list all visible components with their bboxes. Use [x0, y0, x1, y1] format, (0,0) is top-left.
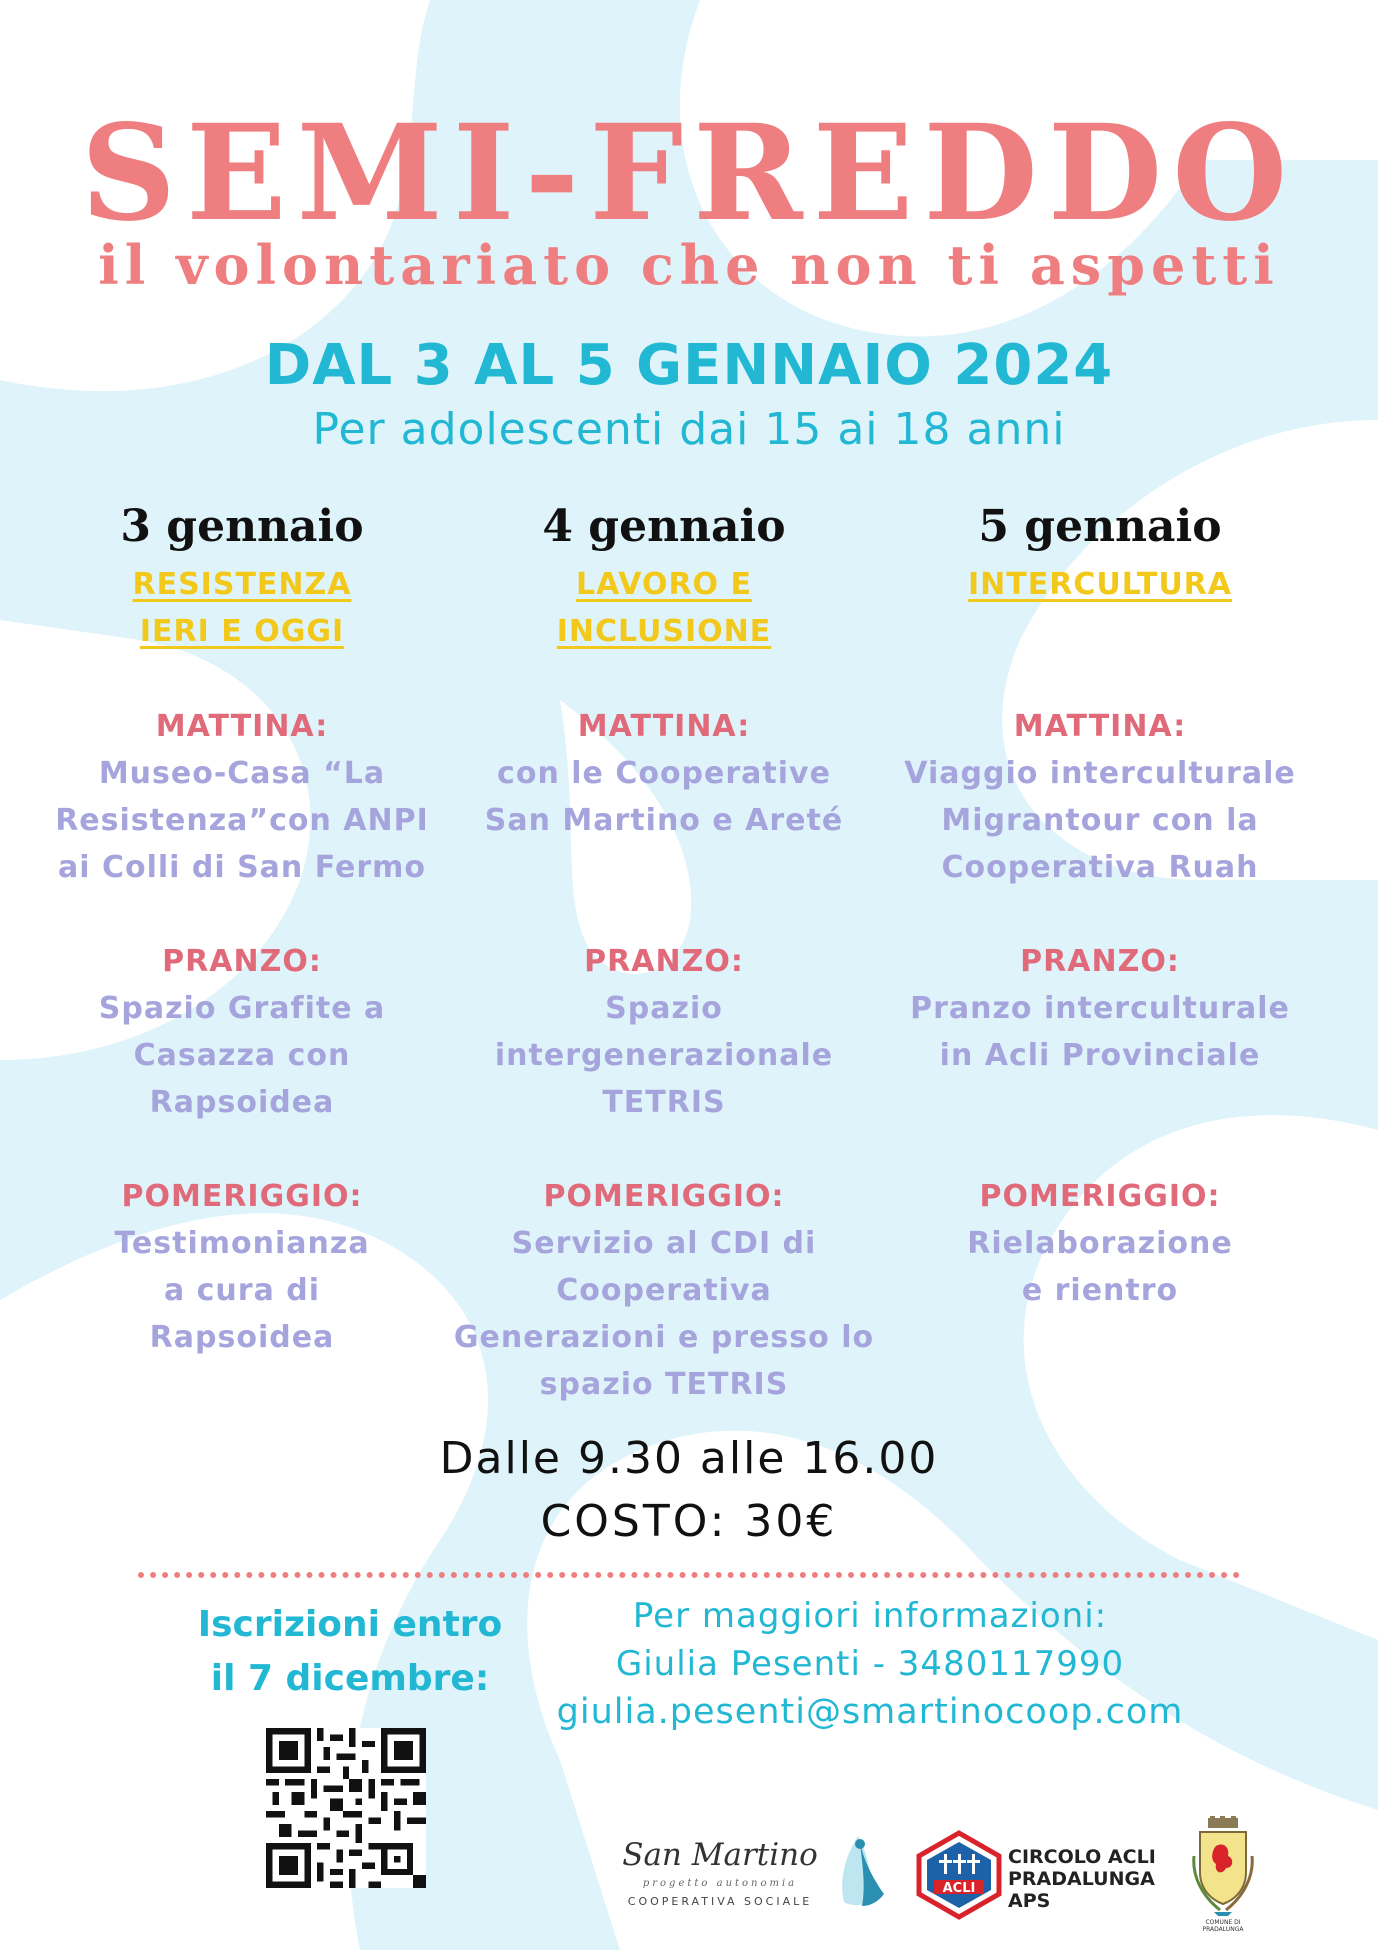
text-line: Migrantour con la — [941, 803, 1259, 838]
text-line: Spazio — [605, 991, 723, 1026]
text-line: spazio TETRIS — [539, 1367, 789, 1402]
lunch-label: PRANZO: — [1020, 944, 1180, 979]
daily-hours: Dalle 9.30 alle 16.00 — [439, 1433, 939, 1484]
contact-email[interactable]: giulia.pesenti@smartinocoop.com — [556, 1692, 1184, 1732]
text-line: Testimonianza — [114, 1226, 370, 1261]
san-martino-name: San Martino — [622, 1837, 818, 1873]
morning-text — [22, 750, 462, 891]
dotted-divider — [138, 1572, 1240, 1578]
lunch-section — [880, 938, 1320, 1173]
day-theme — [880, 561, 1320, 703]
text-line: TETRIS — [602, 1085, 726, 1120]
san-martino-logo — [620, 1837, 890, 1920]
acli-name-line: CIRCOLO ACLI — [1008, 1846, 1156, 1868]
comune-caption-line: COMUNE DI — [1205, 1919, 1241, 1926]
day-date: 3 gennaio — [120, 501, 364, 552]
event-dates: DAL 3 AL 5 GENNAIO 2024 — [264, 333, 1114, 398]
target-audience: Per adolescenti dai 15 ai 18 anni — [312, 404, 1066, 455]
text-line: San Martino e Areté — [484, 803, 844, 838]
comune-crest-icon — [1188, 1816, 1258, 1934]
morning-text — [444, 750, 884, 844]
acli-name-line: APS — [1008, 1890, 1051, 1912]
text-line: Rapsoidea — [149, 1085, 335, 1120]
text-line: Cooperativa Ruah — [941, 850, 1259, 885]
poster-subtitle: il volontariato che non ti aspetti — [98, 233, 1280, 297]
lunch-section — [22, 938, 462, 1173]
contact-heading: Per maggiori informazioni: — [632, 1596, 1108, 1636]
morning-section — [880, 703, 1320, 938]
acli-badge-text: ACLI — [942, 1881, 976, 1896]
text-line: Cooperativa — [556, 1273, 772, 1308]
text-line: Rielaborazione — [967, 1226, 1233, 1261]
text-line: Casazza con — [133, 1038, 351, 1073]
afternoon-section — [880, 1173, 1320, 1314]
poster-title: SEMI-FREDDO — [80, 96, 1298, 251]
text-line: a cura di — [163, 1273, 321, 1308]
day-theme-line: INTERCULTURA — [968, 567, 1232, 602]
text-line: Museo-Casa “La — [98, 756, 386, 791]
text-line: e rientro — [1021, 1273, 1179, 1308]
comune-caption-line: PRADALUNGA — [1202, 1926, 1244, 1933]
day-date: 5 gennaio — [978, 501, 1222, 552]
afternoon-label: POMERIGGIO: — [121, 1179, 363, 1214]
afternoon-text — [444, 1220, 884, 1408]
afternoon-text — [22, 1220, 462, 1361]
acli-name — [1008, 1846, 1178, 1912]
day-column-1 — [22, 501, 462, 1361]
registration-deadline — [150, 1598, 550, 1706]
morning-section — [22, 703, 462, 938]
registration-line: il 7 dicembre: — [210, 1658, 490, 1699]
text-line: in Acli Provinciale — [939, 1038, 1261, 1073]
morning-label: MATTINA: — [577, 709, 751, 744]
afternoon-label: POMERIGGIO: — [979, 1179, 1221, 1214]
day-theme-line: LAVORO E — [575, 567, 753, 602]
cost: COSTO: 30€ — [540, 1496, 838, 1547]
morning-label: MATTINA: — [155, 709, 329, 744]
lunch-label: PRANZO: — [162, 944, 322, 979]
morning-label: MATTINA: — [1013, 709, 1187, 744]
afternoon-text — [880, 1220, 1320, 1314]
day-date: 4 gennaio — [542, 501, 786, 552]
text-line: Rapsoidea — [149, 1320, 335, 1355]
san-martino-logo-icon — [822, 1832, 892, 1912]
qr-code-icon[interactable] — [266, 1728, 426, 1888]
text-line: con le Cooperative — [497, 756, 831, 791]
lunch-label: PRANZO: — [584, 944, 744, 979]
day-column-2 — [444, 501, 884, 1408]
afternoon-section — [22, 1173, 462, 1361]
text-line: Spazio Grafite a — [98, 991, 386, 1026]
san-martino-type: COOPERATIVA SOCIALE — [627, 1895, 813, 1908]
afternoon-label: POMERIGGIO: — [543, 1179, 785, 1214]
contact-info — [510, 1592, 1230, 1736]
acli-name-line: PRADALUNGA — [1008, 1868, 1155, 1890]
day-column-3 — [880, 501, 1320, 1314]
text-line: Servizio al CDI di — [511, 1226, 817, 1261]
text-line: intergenerazionale — [494, 1038, 834, 1073]
text-line: Viaggio interculturale — [904, 756, 1296, 791]
lunch-text — [444, 985, 884, 1126]
day-theme-line: IERI E OGGI — [139, 614, 345, 649]
morning-section — [444, 703, 884, 938]
lunch-text — [880, 985, 1320, 1079]
contact-person[interactable]: Giulia Pesenti - 3480117990 — [615, 1644, 1125, 1684]
lunch-text — [22, 985, 462, 1126]
text-line: Pranzo interculturale — [910, 991, 1290, 1026]
acli-logo-icon — [914, 1830, 1004, 1920]
day-theme-line: INCLUSIONE — [556, 614, 772, 649]
day-theme-line: RESISTENZA — [132, 567, 352, 602]
text-line: ai Colli di San Fermo — [57, 850, 427, 885]
morning-text — [880, 750, 1320, 891]
day-theme — [444, 561, 884, 703]
registration-line: Iscrizioni entro — [197, 1604, 503, 1645]
text-line: Generazioni e presso lo — [453, 1320, 875, 1355]
afternoon-section — [444, 1173, 884, 1408]
lunch-section — [444, 938, 884, 1173]
san-martino-tagline: progetto autonomia — [642, 1878, 798, 1889]
text-line: Resistenza”con ANPI — [55, 803, 429, 838]
day-theme — [22, 561, 462, 703]
